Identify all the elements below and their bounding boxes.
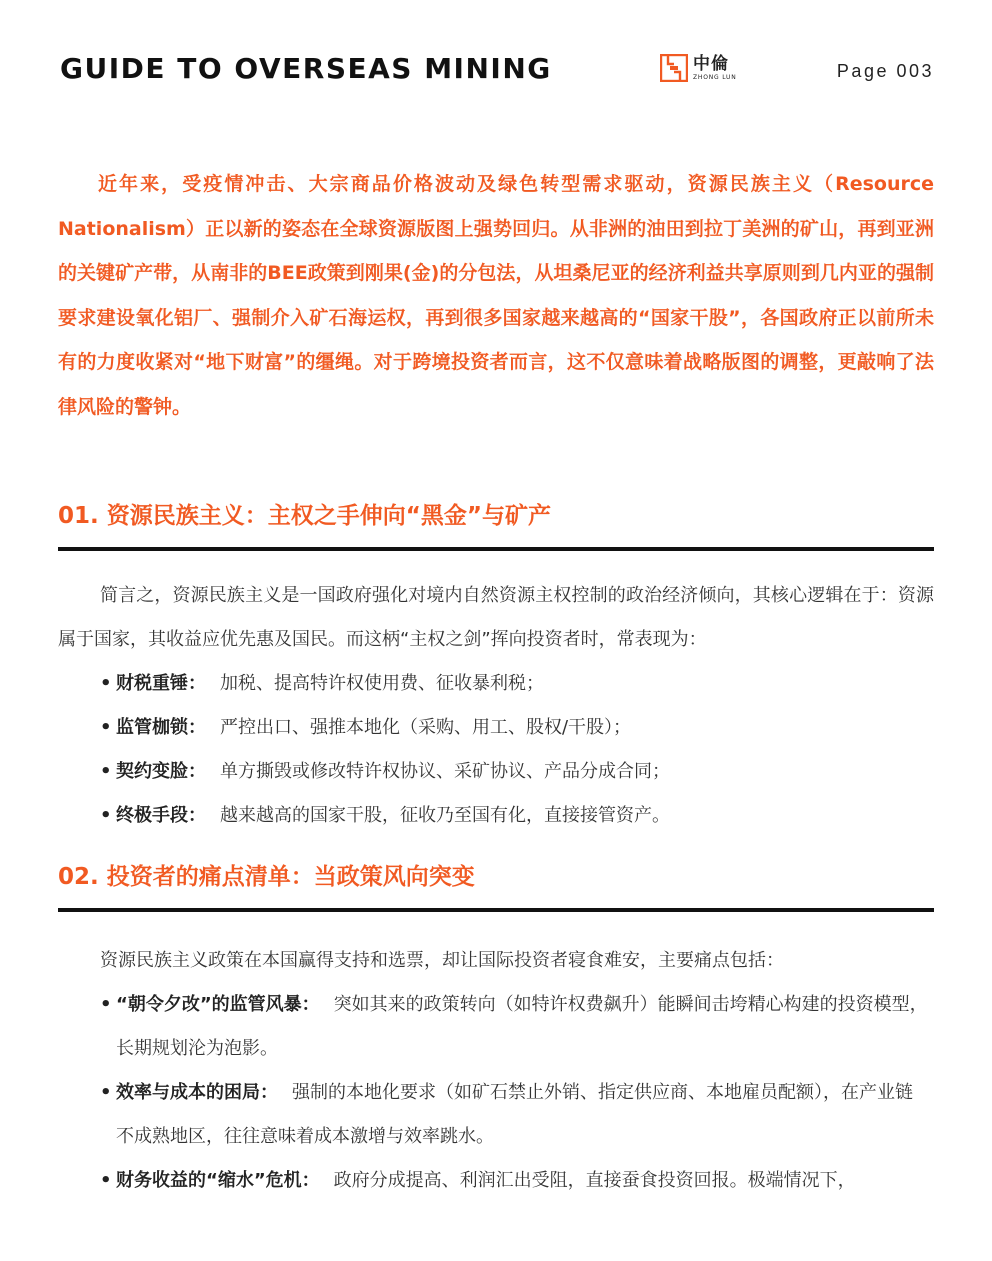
bullet-text: 强制的本地化要求（如矿石禁止外销、指定供应商、本地雇员配额），在产业链不成熟地区，往往意味着成本激增与效率跳水。 xyxy=(116,1082,913,1147)
section-heading-02: 02. 投资者的痛点清单：当政策风向突变 xyxy=(58,864,475,890)
intro-paragraph: 近年来，受疫情冲击、大宗商品价格波动及绿色转型需求驱动，资源民族主义（Resource Nationalism）正以新的姿态在全球资源版图上强势回归。从非洲的油田到拉丁美洲的矿山，再到亚洲的关键矿产带，从南非的BEE政策到刚果(金)的分包法，从坦桑尼亚的经济利益共享原则到几内亚的强制要求建设氧化铝厂、强制介入矿石海运权，再到很多国家越来越高的“国家干股”，各国政府正以前所未有的力度收紧对“地下财富”的缰绳。对于跨境投资者而言，这不仅意味着战略版图的调整，更敲响了法律风险的警钟。 xyxy=(58,173,934,418)
bullet-term: 效率与成本的困局： xyxy=(116,1082,278,1103)
bullet-dot: • xyxy=(100,673,112,694)
bullet-text: 单方撕毁或修改特许权协议、采矿协议、产品分成合同； xyxy=(220,761,670,782)
logo-chinese-name: 中倫 xyxy=(693,53,729,74)
bullet-text: 政府分成提高、利润汇出受阻，直接蚕食投资回报。极端情况下， xyxy=(333,1170,856,1191)
document-title: GUIDE TO OVERSEAS MINING xyxy=(60,52,552,85)
zhong-lun-logo-icon xyxy=(660,54,688,82)
bullet-dot: • xyxy=(100,805,112,826)
list-item xyxy=(100,706,930,750)
page-header xyxy=(0,0,992,120)
zhong-lun-logo xyxy=(660,54,737,82)
list-item xyxy=(100,1159,930,1203)
page-number: Page 003 xyxy=(836,61,934,81)
bullet-dot: • xyxy=(100,994,112,1015)
list-item xyxy=(100,662,930,706)
bullet-dot: • xyxy=(100,1082,112,1103)
list-item xyxy=(100,1071,930,1159)
bullet-dot: • xyxy=(100,717,112,738)
logo-text xyxy=(693,53,737,81)
section-paragraph-01: 简言之，资源民族主义是一国政府强化对境内自然资源主权控制的政治经济倾向，其核心逻辑在于：资源属于国家，其收益应优先惠及国民。而这柄“主权之剑”挥向投资者时，常表现为： xyxy=(58,585,934,650)
bullet-text: 越来越高的国家干股，征收乃至国有化，直接接管资产。 xyxy=(220,805,670,826)
bullet-term: 财务收益的“缩水”危机： xyxy=(116,1170,320,1191)
bullet-term: 监管枷锁： xyxy=(116,717,206,738)
bullet-term: 终极手段： xyxy=(116,805,206,826)
bullet-dot: • xyxy=(100,761,112,782)
bullet-term: 财税重锤： xyxy=(116,673,206,694)
bullet-term: “朝令夕改”的监管风暴： xyxy=(116,994,320,1015)
list-item xyxy=(100,750,930,794)
list-item xyxy=(100,794,930,838)
section-divider-02 xyxy=(58,908,934,912)
bullet-list-02 xyxy=(100,983,930,1203)
bullet-dot: • xyxy=(100,1170,112,1191)
list-item xyxy=(100,983,930,1071)
bullet-text: 突如其来的政策转向（如特许权费飙升）能瞬间击垮精心构建的投资模型，长期规划沦为泡影。 xyxy=(116,994,928,1059)
bullet-term: 契约变脸： xyxy=(116,761,206,782)
section-heading-01: 01. 资源民族主义：主权之手伸向“黑金”与矿产 xyxy=(58,503,551,529)
section-paragraph-02: 资源民族主义政策在本国赢得支持和选票，却让国际投资者寝食难安，主要痛点包括： xyxy=(100,950,784,971)
logo-english-name: ZHONG LUN xyxy=(693,73,737,81)
bullet-list-01 xyxy=(100,662,930,838)
section-divider-01 xyxy=(58,547,934,551)
bullet-text: 加税、提高特许权使用费、征收暴利税； xyxy=(220,673,544,694)
bullet-text: 严控出口、强推本地化（采购、用工、股权/干股）； xyxy=(220,717,632,738)
